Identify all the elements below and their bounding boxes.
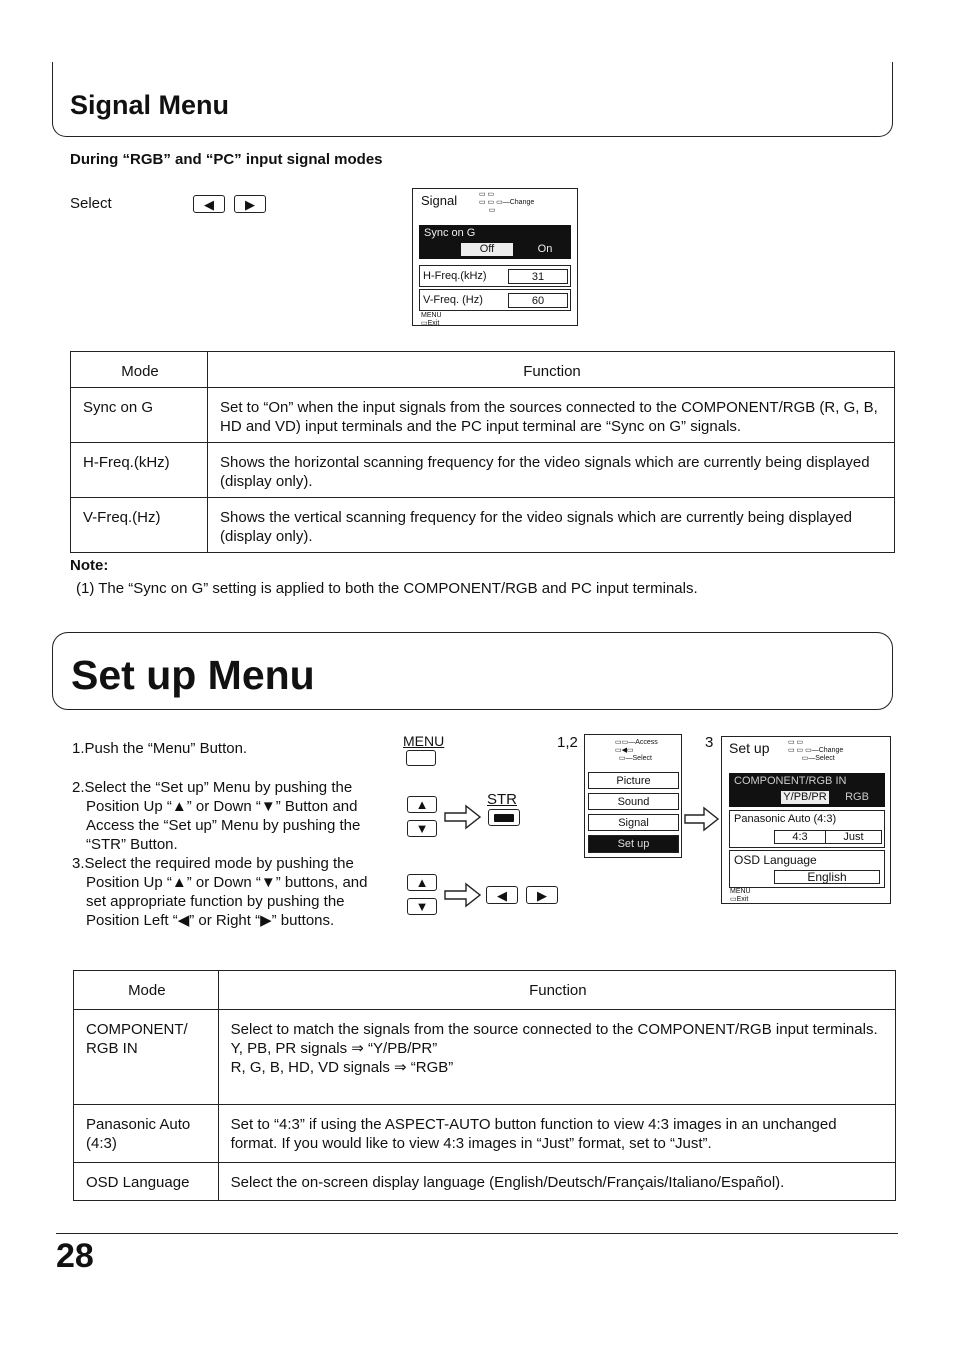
row-function: Shows the horizontal scanning frequency for the video signals which are currently being displayed (display only). [208,443,895,498]
hfreq-value: 31 [508,269,568,284]
right-arrow-key[interactable] [526,886,558,904]
table-row [71,443,895,498]
menu-item-signal[interactable]: Signal [588,814,679,831]
row-mode: H-Freq.(kHz) [71,443,208,498]
note-label: Note: [70,557,109,574]
table-row [74,1163,896,1201]
table-row [71,388,895,443]
setup-mode-table [73,970,896,1201]
left-arrow-icon: ◀ [204,196,214,212]
step-marker-1-2: 1,2 [557,734,578,751]
signal-mode-table [70,351,895,553]
left-arrow-key[interactable] [193,195,225,213]
left-arrow-icon: ◀ [497,887,507,903]
hollow-arrow-icon [684,806,720,832]
down-arrow-icon: ▼ [415,899,429,914]
change-hint-icon: ▭ ▭ ▭ ▭ ▭—Change ▭ [479,191,535,214]
function-line: Y, PB, PR signals ⇒ “Y/PB/PR” [230,1040,438,1057]
footer-divider [56,1233,898,1234]
signal-menu-subtitle: During “RGB” and “PC” input signal modes [70,151,383,168]
right-arrow-icon: ▶ [245,196,255,212]
setup-osd-screen [721,736,891,904]
opt-rgb[interactable]: RGB [845,791,869,803]
step-3: 3.Select the required mode by pushing the Position Up “▲” or Down “▼” buttons, and set appropriate function by pushing the Position Left “◀” or Right “▶” buttons. [72,855,368,929]
down-arrow-icon: ▼ [415,821,429,836]
row-mode: Sync on G [71,388,208,443]
function-line: Select to match the signals from the source connected to the COMPONENT/RGB input terminals. [230,1021,878,1038]
signal-osd-screen [412,188,578,326]
step-2: 2.Select the “Set up” Menu by pushing the Position Up “▲” or Down “▼” Button and Access the “Set up” Menu by pushing the “STR” Button. [72,779,361,853]
sync-on-g-label: Sync on G [424,227,476,239]
osd-language-row[interactable] [729,850,885,888]
component-rgb-row[interactable] [729,773,885,807]
str-key-label: STR [487,791,517,808]
select-label: Select [70,195,112,212]
row-mode: OSD Language [74,1163,219,1201]
str-button-icon [494,814,514,822]
table-row [74,1010,896,1105]
opt-off[interactable]: Off [461,243,513,256]
row-function: Shows the vertical scanning frequency for the video signals which are currently being displayed (display only). [208,498,895,553]
menu-key[interactable] [406,750,436,766]
function-line: Select the on-screen display language (English/Deutsch/Français/Italiano/Español). [230,1174,785,1191]
menu-item-picture[interactable]: Picture [588,772,679,789]
table-header-mode: Mode [71,352,208,388]
component-rgb-label: COMPONENT/RGB IN [734,775,847,787]
opt-ypbpr[interactable]: Y/PB/PR [781,791,829,804]
hfreq-label: H-Freq.(kHz) [423,270,487,282]
signal-osd-title: Signal [421,193,458,208]
table-header-function: Function [208,352,895,388]
left-arrow-key[interactable] [486,886,518,904]
note-text: (1) The “Sync on G” setting is applied to both the COMPONENT/RGB and PC input terminals. [76,580,698,597]
hollow-arrow-icon [444,882,482,908]
hfreq-row [419,265,571,287]
sync-on-g-row[interactable] [419,225,571,259]
right-arrow-key[interactable] [234,195,266,213]
main-menu-osd [584,734,682,858]
step-marker-3: 3 [705,734,714,751]
menu-item-setup[interactable]: Set up [588,835,679,853]
row-function: Set to “On” when the input signals from the sources connected to the COMPONENT/RGB (R, G, B, HD and VD) input terminals and the PC input terminal are “Sync on G” signals. [208,388,895,443]
table-row [74,1105,896,1163]
panasonic-auto-label: Panasonic Auto (4:3) [734,813,837,825]
row-mode: Panasonic Auto (4:3) [74,1105,219,1163]
setup-menu-title: Set up Menu [71,652,315,698]
opt-on[interactable]: On [537,243,553,255]
opt-just[interactable]: Just [826,830,882,844]
table-row [71,498,895,553]
menu-item-sound[interactable]: Sound [588,793,679,810]
table-header-function: Function [218,971,895,1010]
language-value[interactable]: English [774,870,880,884]
row-mode: COMPONENT/ RGB IN [74,1010,219,1105]
setup-osd-title: Set up [729,740,770,756]
panasonic-auto-row[interactable] [729,810,885,848]
table-header-mode: Mode [74,971,219,1010]
opt-4-3[interactable]: 4:3 [774,830,826,844]
vfreq-value: 60 [508,293,568,308]
row-function [218,1163,895,1201]
function-line: R, G, B, HD, VD signals ⇒ “RGB” [230,1059,454,1076]
up-key[interactable] [407,874,437,891]
str-key[interactable] [488,809,520,826]
down-key[interactable] [407,898,437,915]
change-hint-icon: ▭ ▭ ▭ ▭ ▭—Change ▭—Select [788,739,844,762]
menu-exit-icon: MENU ▭Exit [730,888,751,903]
down-key[interactable] [407,820,437,837]
vfreq-row [419,289,571,311]
row-mode: V-Freq.(Hz) [71,498,208,553]
up-arrow-icon: ▲ [415,875,429,890]
page-number: 28 [56,1237,94,1275]
menu-exit-icon: MENU ▭Exit [421,312,442,327]
row-function [218,1105,895,1163]
step-1: 1.Push the “Menu” Button. [72,740,248,757]
function-line: Set to “4:3” if using the ASPECT-AUTO button function to view 4:3 images in an unchanged format. If you would like to view 4:3 images in “Just” format, set to “Just”. [230,1116,837,1152]
right-arrow-icon: ▶ [537,887,547,903]
signal-menu-title: Signal Menu [70,90,230,120]
hollow-arrow-icon [444,804,482,830]
menu-key-label: MENU [403,733,445,749]
access-hint-icon: ▭▭—Access ▭◀▭ ▭—Select [615,739,658,762]
osd-language-label: OSD Language [734,853,817,867]
up-arrow-icon: ▲ [415,797,429,812]
up-key[interactable] [407,796,437,813]
row-function [218,1010,895,1105]
vfreq-label: V-Freq. (Hz) [423,294,483,306]
